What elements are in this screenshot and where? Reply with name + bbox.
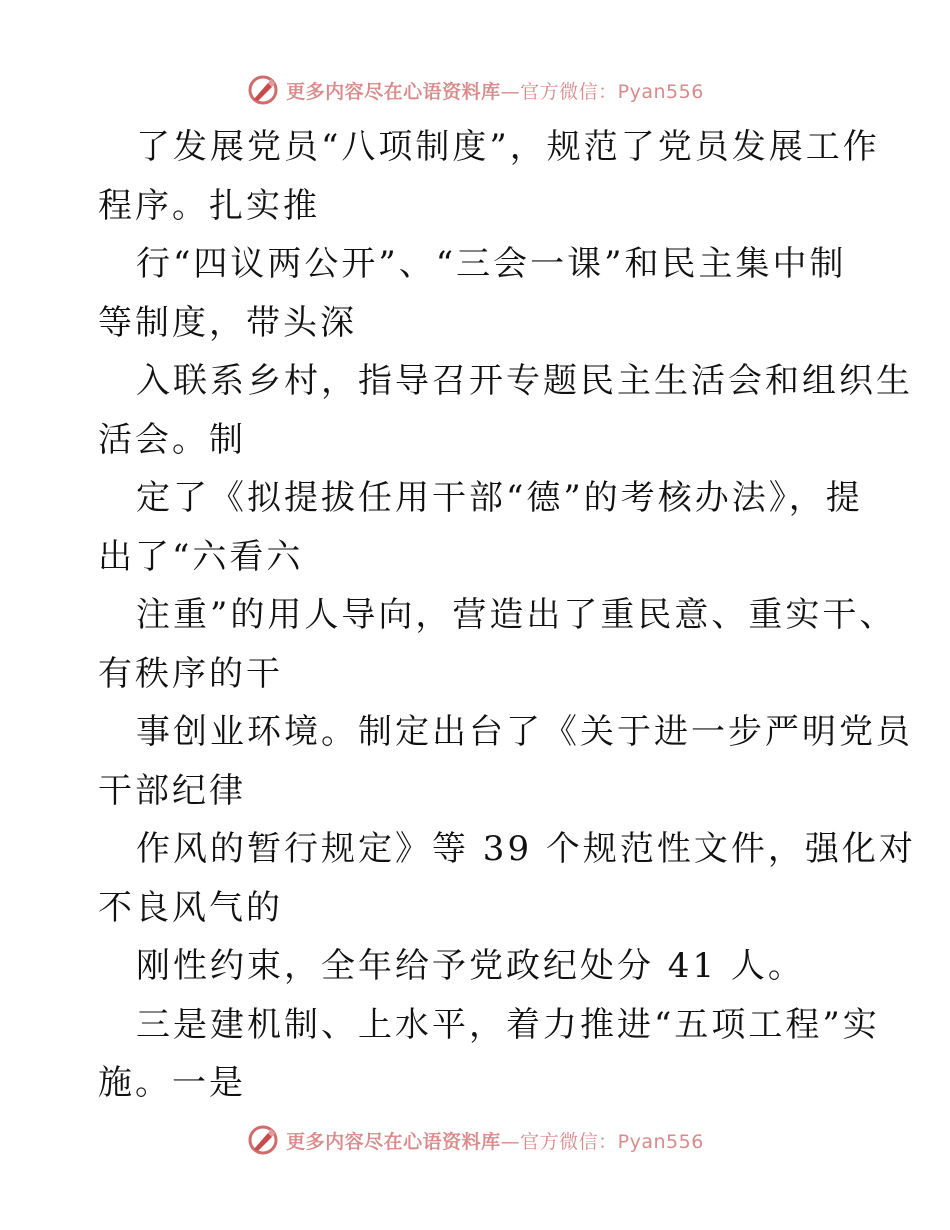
text-line: 行“四议两公开”、“三会一课”和民主集中制: [136, 244, 847, 284]
text-line: 不良风气的: [98, 887, 283, 928]
text-line: 事创业环境。制定出台了《关于进一步严明党员: [136, 712, 913, 752]
watermark-contact: —官方微信：Pyan556: [500, 80, 704, 103]
text-line: 施。一是: [98, 1063, 246, 1103]
pen-logo-icon: [246, 73, 280, 107]
text-line: 活会。制: [98, 419, 246, 460]
text-line: 了发展党员“八项制度”，规范了党员发展工作: [136, 127, 880, 167]
text-line: 作风的暂行规定》等 39 个规范性文件，强化对: [136, 829, 916, 869]
text-line: 等制度，带头深: [98, 302, 357, 343]
text-line: 注重”的用人导向，营造出了重民意、重实干、: [136, 595, 897, 635]
text-line: 程序。扎实推: [98, 185, 320, 226]
document-body: [98, 118, 916, 1113]
text-line: 三是建机制、上水平，着力推进“五项工程”实: [136, 1004, 880, 1045]
watermark-title: 更多内容尽在心语资料库: [286, 80, 501, 103]
text-line: 干部纪律: [98, 770, 246, 811]
text-line: 定了《拟提拔任用干部“德”的考核办法》，提: [136, 478, 863, 518]
pen-logo-icon: [246, 1123, 280, 1157]
text-line: 刚性约束，全年给予党政纪处分 41 人。: [136, 946, 805, 986]
footer-watermark: [0, 1120, 950, 1160]
text-line: 出了“六看六: [98, 536, 304, 577]
header-watermark: [0, 70, 950, 110]
watermark-title: 更多内容尽在心语资料库: [286, 1130, 501, 1153]
watermark-contact: —官方微信：Pyan556: [500, 1130, 704, 1153]
text-line: 有秩序的干: [98, 653, 283, 694]
text-line: 入联系乡村，指导召开专题民主生活会和组织生: [136, 361, 913, 401]
